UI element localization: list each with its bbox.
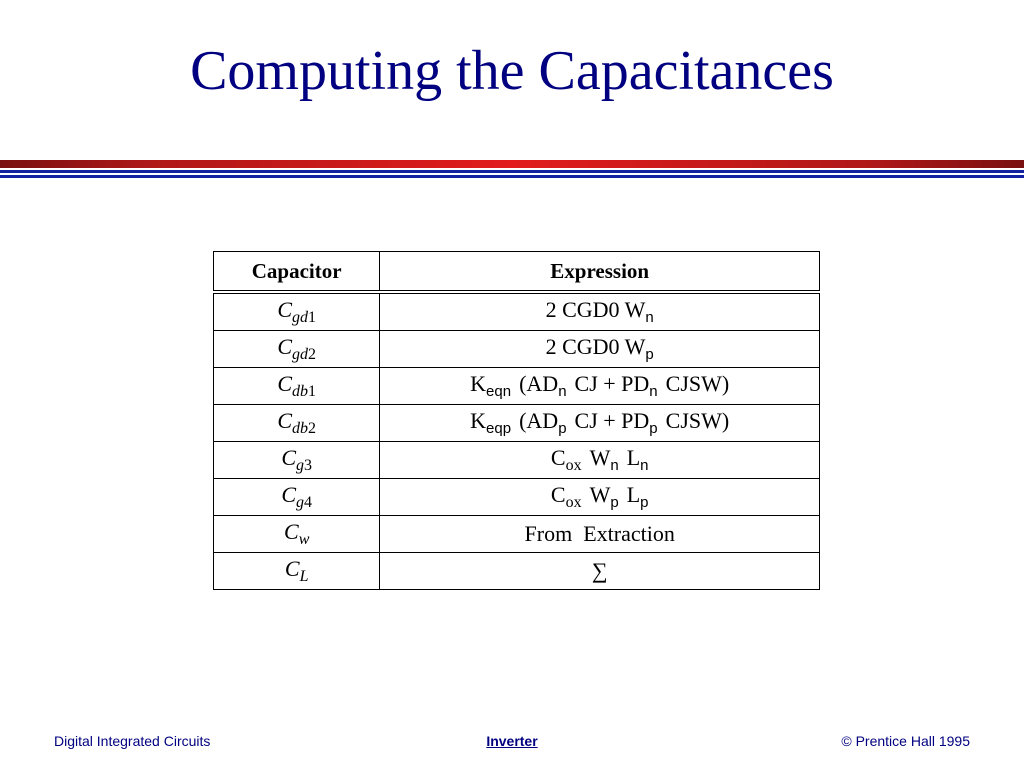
expr-k-subscript: eqp [486, 420, 512, 437]
capacitor-cell [214, 331, 380, 368]
expression-cell [380, 405, 820, 442]
cap-symbol: C [277, 370, 293, 396]
cap-subscript: gd [292, 308, 309, 326]
expr-l: L [626, 481, 641, 507]
expr-w-subscript: p [610, 493, 619, 511]
table-header-row [214, 252, 820, 293]
cap-subscript: g [296, 493, 305, 511]
cap-symbol: C [284, 555, 300, 581]
cap-index: 2 [308, 419, 317, 437]
expr-sub1: p [558, 420, 567, 437]
cap-symbol: C [277, 333, 293, 359]
expr-w: W [589, 444, 611, 470]
expression-cell [380, 479, 820, 516]
table-row [214, 331, 820, 368]
table-row [214, 516, 820, 553]
footer-copyright: © Prentice Hall 1995 [841, 733, 970, 749]
cap-subscript: w [298, 530, 310, 548]
expr-part3: CJSW) [665, 371, 730, 396]
expr-c: C [550, 444, 566, 470]
header-capacitor: Capacitor [214, 252, 380, 293]
cap-symbol: C [277, 407, 293, 433]
capacitor-cell [214, 368, 380, 405]
expr-c: C [550, 481, 566, 507]
expr-sub2: n [649, 383, 658, 400]
expr-part2: CJ + PD [574, 408, 650, 433]
expr-subscript: p [645, 346, 654, 363]
expr-sub1: n [558, 383, 567, 400]
expr-k: K [470, 371, 487, 396]
expr-part1: (AD [519, 371, 559, 396]
capacitor-cell [214, 405, 380, 442]
table-row [214, 479, 820, 516]
capacitor-cell [214, 516, 380, 553]
expression-cell [380, 553, 820, 590]
expression-cell [380, 442, 820, 479]
footer-course-title: Digital Integrated Circuits [54, 733, 211, 749]
capacitor-cell [214, 479, 380, 516]
capacitor-cell [214, 292, 380, 331]
expression-cell [380, 368, 820, 405]
cap-index: 3 [304, 456, 313, 474]
sum-symbol: ∑ [591, 558, 608, 583]
title-rule-blue-bottom [0, 175, 1024, 178]
expression-cell [380, 516, 820, 553]
table-row [214, 292, 820, 331]
expr-text: 2 CGD0 W [545, 334, 646, 359]
expr-c-subscript: ox [565, 456, 582, 474]
expr-part3: CJSW) [665, 408, 730, 433]
expr-part2: CJ + PD [574, 371, 650, 396]
table-row [214, 553, 820, 590]
cap-subscript: gd [292, 345, 309, 363]
title-rule-blue-top [0, 170, 1024, 173]
cap-index: 1 [308, 308, 317, 326]
expr-w-subscript: n [610, 456, 619, 474]
cap-index: 1 [308, 382, 317, 400]
expr-c-subscript: ox [565, 493, 582, 511]
cap-symbol: C [277, 296, 293, 322]
capacitor-cell [214, 442, 380, 479]
expr-k: K [470, 408, 487, 433]
footer-section-title: Inverter [486, 733, 538, 749]
expr-text: 2 CGD0 W [545, 297, 646, 322]
expr-l-subscript: n [640, 456, 649, 474]
table-row [214, 368, 820, 405]
expr-part1: (AD [519, 408, 559, 433]
cap-subscript: L [299, 567, 309, 585]
capacitance-table [213, 251, 820, 590]
table-row [214, 405, 820, 442]
table-row [214, 442, 820, 479]
cap-symbol: C [281, 481, 297, 507]
cap-symbol: C [281, 444, 297, 470]
expr-k-subscript: eqn [486, 383, 512, 400]
expr-sub2: p [649, 420, 658, 437]
cap-symbol: C [284, 518, 299, 544]
expr-l: L [626, 444, 641, 470]
expression-cell [380, 292, 820, 331]
cap-subscript: db [292, 382, 309, 400]
cap-subscript: db [292, 419, 309, 437]
expr-text: From Extraction [524, 521, 675, 546]
slide-title: Computing the Capacitances [190, 40, 834, 102]
title-rule-red [0, 160, 1024, 168]
expr-l-subscript: p [640, 493, 649, 511]
cap-subscript: g [296, 456, 305, 474]
cap-index: 2 [308, 345, 317, 363]
header-expression: Expression [380, 252, 820, 293]
cap-index: 4 [304, 493, 313, 511]
expr-w: W [589, 481, 611, 507]
capacitor-cell [214, 553, 380, 590]
expression-cell [380, 331, 820, 368]
expr-subscript: n [645, 309, 654, 326]
